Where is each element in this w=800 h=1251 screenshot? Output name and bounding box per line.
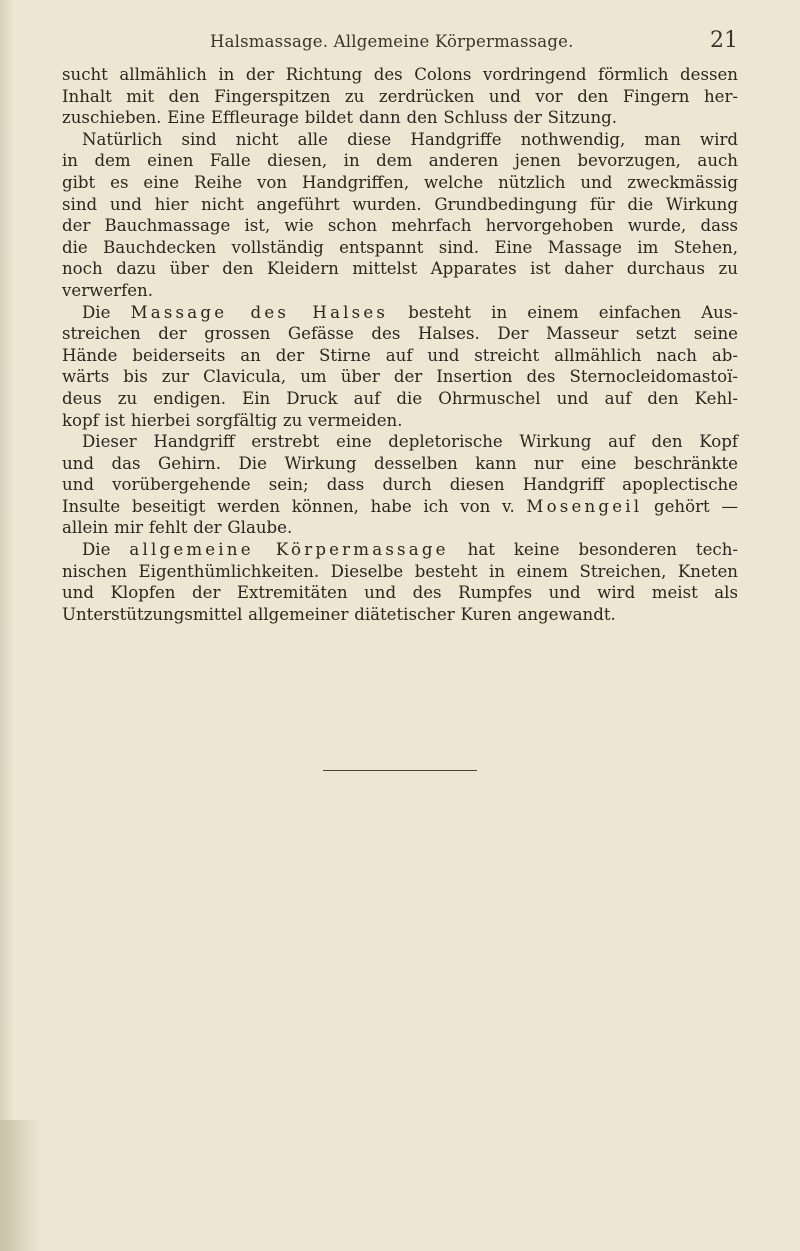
paragraph-koerpermassage-first-line	[62, 539, 738, 561]
text-fragment: Die	[82, 302, 111, 322]
text-line: Natürlich sind nicht alle diese Handgriffe nothwendig, man wird	[82, 129, 738, 149]
text-line: noch dazu über den Kleidern mittelst Apparates ist daher durchaus zu	[62, 259, 738, 279]
body-text	[62, 64, 738, 625]
text-line: verwerfen.	[62, 280, 154, 300]
text-fragment: hat keine besonderen tech-	[467, 540, 739, 560]
text-line: die Bauchdecken vollständig entspannt sind. Eine Massage im Stehen,	[62, 237, 738, 257]
text-line: sind und hier nicht angeführt wurden. Grundbedingung für die Wirkung	[62, 194, 738, 214]
paragraph-halsmassage-first-line	[62, 302, 738, 324]
text-fragment: besteht in einem einfachen Aus-	[408, 302, 738, 322]
text-fragment: Insulte beseitigt werden können, habe ich von v.	[62, 496, 515, 516]
text-line: streichen der grossen Gefässe des Halses. Der Masseur setzt seine	[62, 324, 738, 344]
spaced-term-koerpermassage: allgemeine Körpermassage	[129, 540, 449, 560]
text-line: und das Gehirn. Die Wirkung desselben kann nur eine beschränkte	[62, 453, 738, 473]
page-edge-shadow	[0, 0, 14, 1251]
text-fragment: Die	[82, 540, 111, 560]
running-head	[62, 30, 738, 56]
text-line: Dieser Handgriff erstrebt eine depletorische Wirkung auf den Kopf	[82, 432, 738, 452]
text-line: nischen Eigenthümlichkeiten. Dieselbe besteht in einem Streichen, Kneten	[62, 561, 738, 581]
text-line: kopf ist hierbei sorgfältig zu vermeiden.	[62, 410, 403, 430]
text-line: der Bauchmassage ist, wie schon mehrfach hervorgehoben wurde, dass	[62, 216, 738, 236]
text-line: und Klopfen der Extremitäten und des Rumpfes und wird meist als	[62, 583, 738, 603]
text-line: allein mir fehlt der Glaube.	[62, 518, 293, 538]
text-line: in dem einen Falle diesen, in dem anderen jenen bevorzugen, auch	[62, 151, 738, 171]
page-corner-shadow	[0, 1120, 40, 1251]
spaced-name-mosengeil: Mosengeil	[526, 496, 643, 516]
text-line: und vorübergehende sein; dass durch diesen Handgriff apoplectische	[62, 475, 738, 495]
text-line: gibt es eine Reihe von Handgriffen, welche nützlich und zweckmässig	[62, 172, 738, 192]
section-end-rule	[323, 770, 477, 771]
text-line: deus zu endigen. Ein Druck auf die Ohrmuschel und auf den Kehl-	[62, 388, 738, 408]
text-line: wärts bis zur Clavicula, um über der Insertion des Sternocleidomastoï-	[62, 367, 738, 387]
text-line: Hände beiderseits an der Stirne auf und streicht allmählich nach ab-	[62, 345, 738, 365]
spaced-term-halsmassage: Massage des Halses	[130, 302, 389, 322]
mosengeil-line	[62, 496, 738, 518]
page-number: 21	[710, 28, 738, 53]
running-head-title: Halsmassage. Allgemeine Körpermassage.	[210, 32, 574, 51]
text-line: Inhalt mit den Fingerspitzen zu zerdrücken und vor den Fingern her-	[62, 86, 738, 106]
text-fragment: gehört —	[653, 496, 738, 516]
text-line: Unterstützungsmittel allgemeiner diätetischer Kuren angewandt.	[62, 604, 616, 624]
text-line: sucht allmählich in der Richtung des Colons vordringend förmlich dessen	[62, 65, 738, 84]
text-line: zuschieben. Eine Effleurage bildet dann den Schluss der Sitzung.	[62, 108, 618, 128]
